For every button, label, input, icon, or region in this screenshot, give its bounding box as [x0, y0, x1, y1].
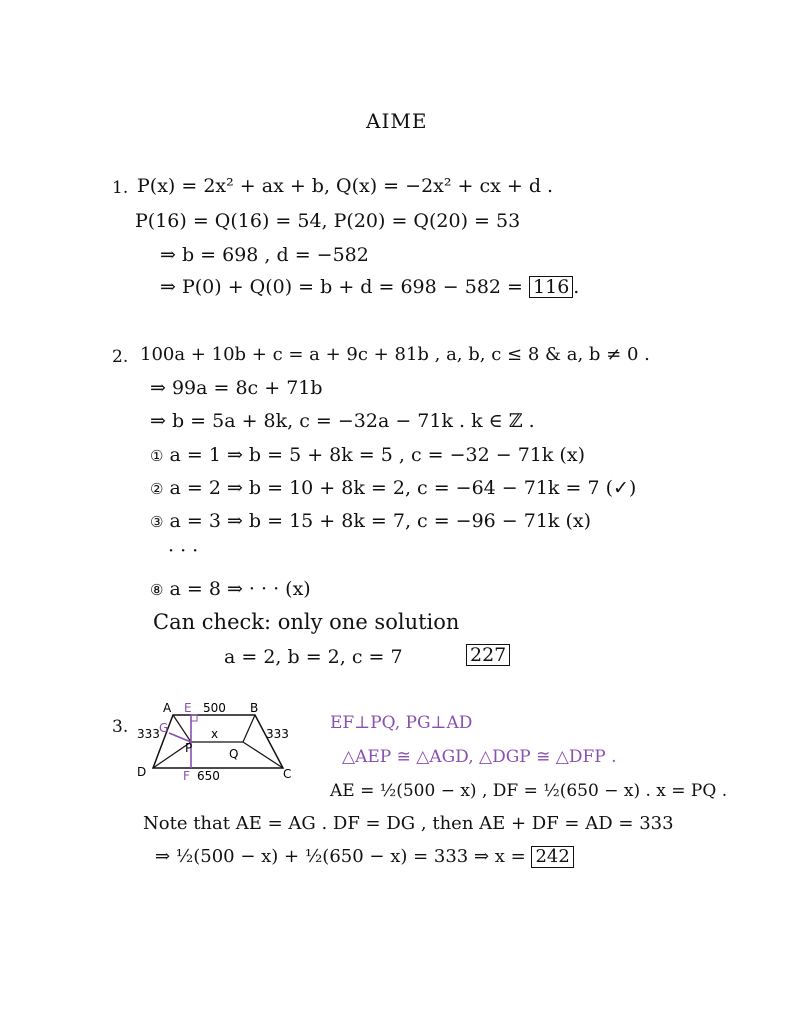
- problem-2-line-3: ⇒ b = 5a + 8k, c = −32a − 71k . k ∈ ℤ .: [150, 410, 535, 432]
- problem-3-line-5-text: ⇒ ½(500 − x) + ½(650 − x) = 333 ⇒ x =: [155, 846, 526, 867]
- problem-3-line-4: Note that AE = AG . DF = DG , then AE + DF = AD = 333: [143, 813, 674, 834]
- page-title: AIME: [366, 109, 428, 133]
- label-g: G: [159, 721, 169, 735]
- problem-2-line-2: ⇒ 99a = 8c + 71b: [150, 377, 323, 399]
- label-a: A: [163, 701, 172, 715]
- problem-1-answer-box: 116: [529, 276, 573, 298]
- case-1-marker: ①: [150, 447, 164, 465]
- problem-2-solution: a = 2, b = 2, c = 7: [224, 646, 403, 668]
- problem-1-line-4: ⇒ P(0) + Q(0) = b + d = 698 − 582 = 116 .: [160, 276, 580, 298]
- problem-3-right-2: △AEP ≅ △AGD, △DGP ≅ △DFP .: [342, 747, 617, 767]
- problem-2-case-1: [150, 444, 585, 467]
- problem-2-case-8: [150, 578, 311, 601]
- problem-1-line-2: P(16) = Q(16) = 54, P(20) = Q(20) = 53: [135, 210, 521, 232]
- case-2-marker: ②: [150, 480, 164, 498]
- problem-3-answer-box: 242: [531, 846, 573, 868]
- label-d: D: [137, 765, 147, 779]
- problem-2-answer-box: [466, 644, 510, 666]
- problem-2-note: Can check: only one solution: [153, 610, 460, 634]
- case-3-marker: ③: [150, 513, 164, 531]
- label-p: P: [185, 741, 193, 755]
- problem-2-case-3: [150, 510, 591, 533]
- problem-3-right-3: AE = ½(500 − x) , DF = ½(650 − x) . x = PQ .: [330, 781, 728, 801]
- label-left: 333: [137, 727, 160, 741]
- problem-2-line-1: 100a + 10b + c = a + 9c + 81b , a, b, c ≤ 8 & a, b ≠ 0 .: [140, 344, 650, 365]
- case-8-text: a = 8 ⇒ · · · (x): [169, 578, 311, 600]
- problem-2-case-2: [150, 477, 636, 500]
- label-c: C: [283, 767, 292, 781]
- case-2-text: a = 2 ⇒ b = 10 + 8k = 2, c = −64 − 71k = 7 (✓): [169, 477, 637, 499]
- segment-cq: [243, 742, 283, 768]
- problem-2-dots: · · ·: [168, 540, 199, 562]
- trapezoid-figure: [133, 700, 303, 790]
- problem-1-line-3: ⇒ b = 698 , d = −582: [160, 244, 369, 266]
- problem-2-number: 2.: [112, 347, 129, 367]
- label-q: Q: [229, 747, 239, 761]
- problem-2-answer: 227: [466, 644, 510, 666]
- problem-1-line-4-text: ⇒ P(0) + Q(0) = b + d = 698 − 582 =: [160, 276, 523, 298]
- label-f: F: [183, 769, 190, 783]
- label-top: 500: [203, 701, 226, 715]
- case-3-text: a = 3 ⇒ b = 15 + 8k = 7, c = −96 − 71k (x): [169, 510, 592, 532]
- label-bottom: 650: [197, 769, 220, 783]
- problem-1-line-1: P(x) = 2x² + ax + b, Q(x) = −2x² + cx + d .: [137, 175, 554, 197]
- label-right: 333: [266, 727, 289, 741]
- problem-3-right-1: EF⊥PQ, PG⊥AD: [330, 713, 473, 733]
- right-angle-mark: [191, 715, 197, 721]
- label-e: E: [184, 701, 192, 715]
- label-b: B: [250, 701, 259, 715]
- label-x: x: [211, 727, 219, 741]
- case-1-text: a = 1 ⇒ b = 5 + 8k = 5 , c = −32 − 71k (x): [169, 444, 585, 466]
- problem-1-number: 1.: [112, 178, 129, 198]
- case-8-marker: ⑧: [150, 581, 164, 599]
- segment-bq: [243, 715, 255, 742]
- problem-3-number: 3.: [112, 717, 129, 737]
- problem-3-line-5: [155, 846, 574, 868]
